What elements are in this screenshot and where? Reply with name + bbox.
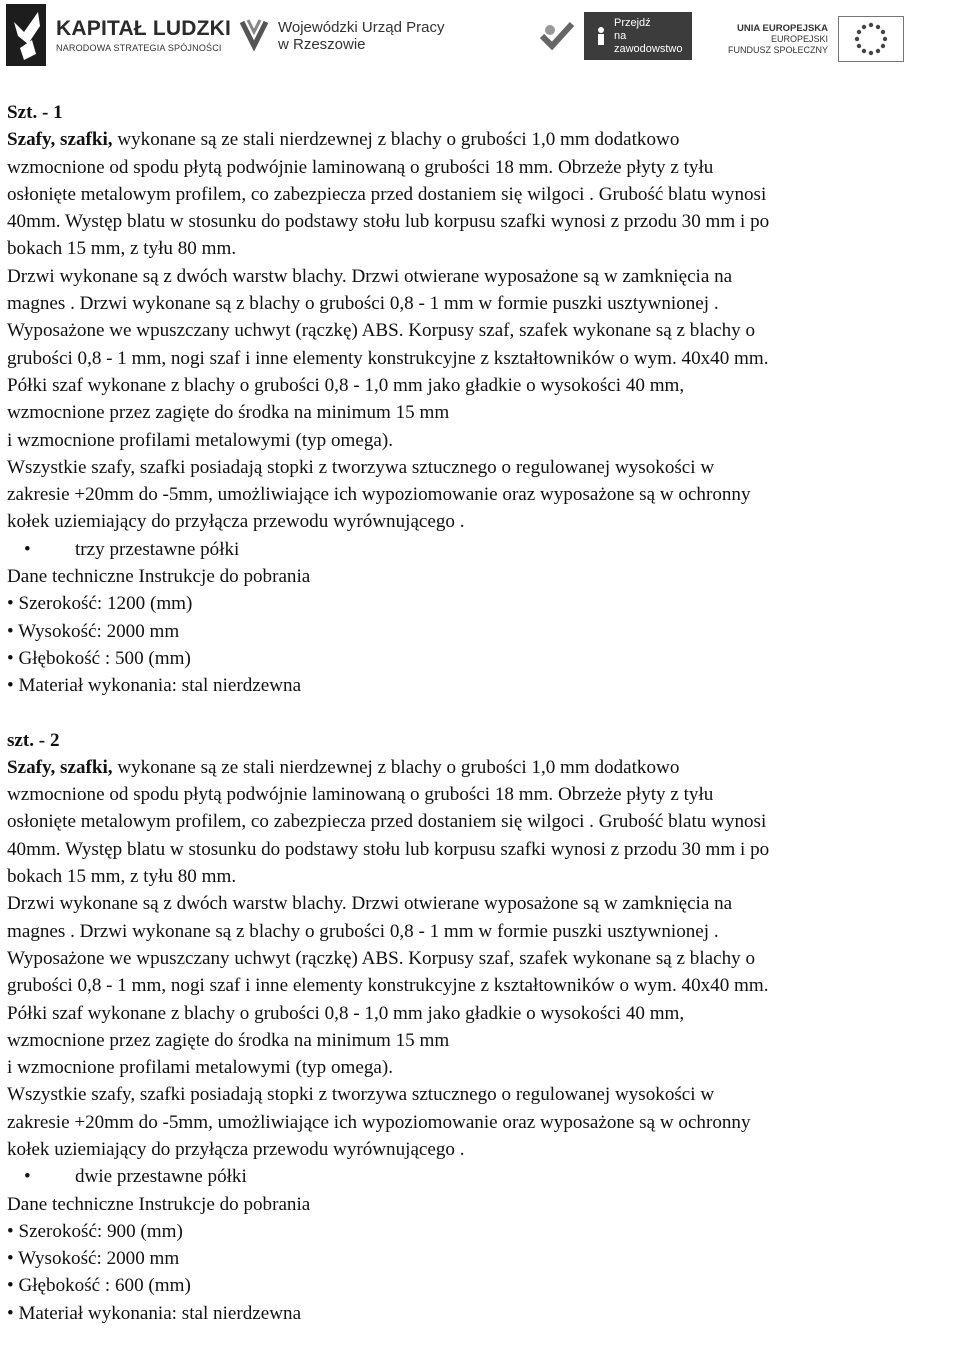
spec-height: • Wysokość: 2000 mm bbox=[7, 620, 180, 642]
eu-efs-logo bbox=[728, 16, 904, 62]
person-icon bbox=[594, 26, 608, 46]
section-szt-2 bbox=[7, 727, 959, 1328]
bullet-text: trzy przestawne półki bbox=[75, 538, 240, 560]
paragraph-line: Drzwi wykonane są z dwóch warstw blachy. Drzwi otwierane wyposażone są w zamknięcia na bbox=[7, 265, 733, 287]
wup-rzeszow-logo bbox=[238, 14, 444, 58]
paragraph-line: Wszystkie szafy, szafki posiadają stopki z tworzywa sztucznego o regulowanej wysokości w bbox=[7, 456, 715, 478]
spec-material: • Materiał wykonania: stal nierdzewna bbox=[7, 675, 302, 697]
paragraph-line: magnes . Drzwi wykonane są z blachy o grubości 0,8 - 1 mm w formie puszki usztywnionej . bbox=[7, 920, 719, 942]
bullet-text: dwie przestawne półki bbox=[75, 1166, 247, 1188]
section-heading: Szt. - 1 bbox=[7, 102, 63, 123]
paragraph-line: kołek uziemiający do przyłącza przewodu wyrównującego . bbox=[7, 511, 465, 533]
eu-line1: UNIA EUROPEJSKA bbox=[737, 22, 829, 34]
bullet-item bbox=[7, 536, 959, 563]
kapital-ludzki-title: KAPITAŁ LUDZKI bbox=[56, 16, 232, 40]
spec-width: • Szerokość: 1200 (mm) bbox=[7, 593, 193, 615]
section-heading: szt. - 2 bbox=[7, 729, 60, 751]
paragraph-line bbox=[7, 126, 959, 153]
paragraph-line: grubości 0,8 - 1 mm, nogi szaf i inne elementy konstrukcyjne z kształtowników o wym. 40x40 mm. bbox=[7, 975, 769, 997]
paragraph-line: Półki szaf wykonane z blachy o grubości 0,8 - 1,0 mm jako gładkie o wysokości 40 mm, bbox=[7, 374, 685, 396]
przejdz-line2: na zawodowstwo bbox=[614, 29, 683, 55]
section-szt-1 bbox=[7, 99, 959, 700]
paragraph-line: 40mm. Występ blatu w stosunku do podstawy stołu lub korpusu szafki wynosi z przodu 30 mm i po bbox=[7, 838, 770, 860]
paragraph-line: Wyposażone we wpuszczany uchwyt (rączkę) ABS. Korpusy szaf, szafek wykonane są z blachy o bbox=[7, 947, 756, 969]
paragraph-line: Półki szaf wykonane z blachy o grubości 0,8 - 1,0 mm jako gładkie o wysokości 40 mm, bbox=[7, 1002, 685, 1024]
eu-line2: EUROPEJSKI bbox=[771, 33, 829, 44]
paragraph-line: Wszystkie szafy, szafki posiadają stopki z tworzywa sztucznego o regulowanej wysokości w bbox=[7, 1084, 715, 1106]
kapital-ludzki-subtitle: NARODOWA STRATEGIA SPÓJNOŚCI bbox=[56, 42, 222, 53]
lead-bold-text: Szafy, szafki, bbox=[7, 756, 113, 778]
przejdz-na-zawodowstwo-logo bbox=[536, 12, 692, 60]
wup-line2: w Rzeszowie bbox=[278, 36, 366, 53]
paragraph-line: grubości 0,8 - 1 mm, nogi szaf i inne elementy konstrukcyjne z kształtowników o wym. 40x40 mm. bbox=[7, 347, 769, 369]
bullet-dot-icon: • bbox=[24, 1166, 31, 1188]
eu-line3: FUNDUSZ SPOŁECZNY bbox=[728, 44, 829, 55]
paragraph-line: Drzwi wykonane są z dwóch warstw blachy. Drzwi otwierane wyposażone są w zamknięcia na bbox=[7, 893, 733, 915]
spec-depth: • Głębokość : 600 (mm) bbox=[7, 1275, 191, 1297]
paragraph-line: osłonięte metalowym profilem, co zabezpiecza przed dostaniem się wilgoci . Grubość blatu wynosi bbox=[7, 811, 767, 833]
wup-line1: Wojewódzki Urząd Pracy bbox=[278, 19, 445, 36]
spec-width: • Szerokość: 900 (mm) bbox=[7, 1220, 183, 1242]
bullet-dot-icon: • bbox=[24, 538, 31, 560]
tech-data-header: Dane techniczne Instrukcje do pobrania bbox=[7, 566, 311, 588]
paragraph-line: zakresie +20mm do -5mm, umożliwiające ich wypoziomowanie oraz wyposażone są w ochronny bbox=[7, 484, 751, 506]
paragraph-line: i wzmocnione profilami metalowymi (typ omega). bbox=[7, 1057, 394, 1079]
paragraph-line: i wzmocnione profilami metalowymi (typ omega). bbox=[7, 429, 394, 451]
section-spacer bbox=[7, 700, 959, 727]
paragraph-line: wzmocnione od spodu płytą podwójnie laminowaną o grubości 18 mm. Obrzeże płyty z tyłu bbox=[7, 784, 714, 806]
paragraph-line: wzmocnione od spodu płytą podwójnie laminowaną o grubości 18 mm. Obrzeże płyty z tyłu bbox=[7, 156, 714, 178]
spec-height: • Wysokość: 2000 mm bbox=[7, 1248, 180, 1270]
lead-text: wykonane są ze stali nierdzewnej z blachy o grubości 1,0 mm dodatkowo bbox=[112, 756, 680, 778]
paragraph-line: 40mm. Występ blatu w stosunku do podstawy stołu lub korpusu szafki wynosi z przodu 30 mm i po bbox=[7, 211, 770, 233]
paragraph-line: zakresie +20mm do -5mm, umożliwiające ich wypoziomowanie oraz wyposażone są w ochronny bbox=[7, 1111, 751, 1133]
tech-data-header: Dane techniczne Instrukcje do pobrania bbox=[7, 1193, 311, 1215]
paragraph-line bbox=[7, 754, 959, 781]
paragraph-line: bokach 15 mm, z tyłu 80 mm. bbox=[7, 238, 237, 260]
lead-bold-text: Szafy, szafki, bbox=[7, 129, 113, 151]
kapital-ludzki-emblem-icon bbox=[6, 4, 46, 66]
document-body bbox=[7, 99, 959, 1327]
paragraph-line: magnes . Drzwi wykonane są z blachy o grubości 0,8 - 1 mm w formie puszki usztywnionej . bbox=[7, 293, 719, 315]
bullet-item bbox=[7, 1163, 959, 1190]
paragraph-line: kołek uziemiający do przyłącza przewodu wyrównującego . bbox=[7, 1138, 465, 1160]
paragraph-line: Wyposażone we wpuszczany uchwyt (rączkę) ABS. Korpusy szaf, szafek wykonane są z blachy o bbox=[7, 320, 756, 342]
kapital-ludzki-logo bbox=[6, 4, 231, 66]
header-logo-strip bbox=[0, 0, 960, 78]
paragraph-line: wzmocnione przez zagięte do środka na minimum 15 mm bbox=[7, 402, 450, 424]
paragraph-line: osłonięte metalowym profilem, co zabezpiecza przed dostaniem się wilgoci . Grubość blatu wynosi bbox=[7, 183, 767, 205]
lead-text: wykonane są ze stali nierdzewnej z blachy o grubości 1,0 mm dodatkowo bbox=[112, 129, 680, 151]
eu-flag-icon bbox=[838, 16, 904, 62]
przejdz-emblem-icon bbox=[536, 16, 580, 56]
spec-material: • Materiał wykonania: stal nierdzewna bbox=[7, 1302, 302, 1324]
spec-depth: • Głębokość : 500 (mm) bbox=[7, 647, 191, 669]
paragraph-line: bokach 15 mm, z tyłu 80 mm. bbox=[7, 866, 237, 888]
przejdz-line1: Przejdź bbox=[614, 16, 651, 29]
wup-emblem-icon bbox=[238, 16, 270, 56]
paragraph-line: wzmocnione przez zagięte do środka na minimum 15 mm bbox=[7, 1029, 450, 1051]
